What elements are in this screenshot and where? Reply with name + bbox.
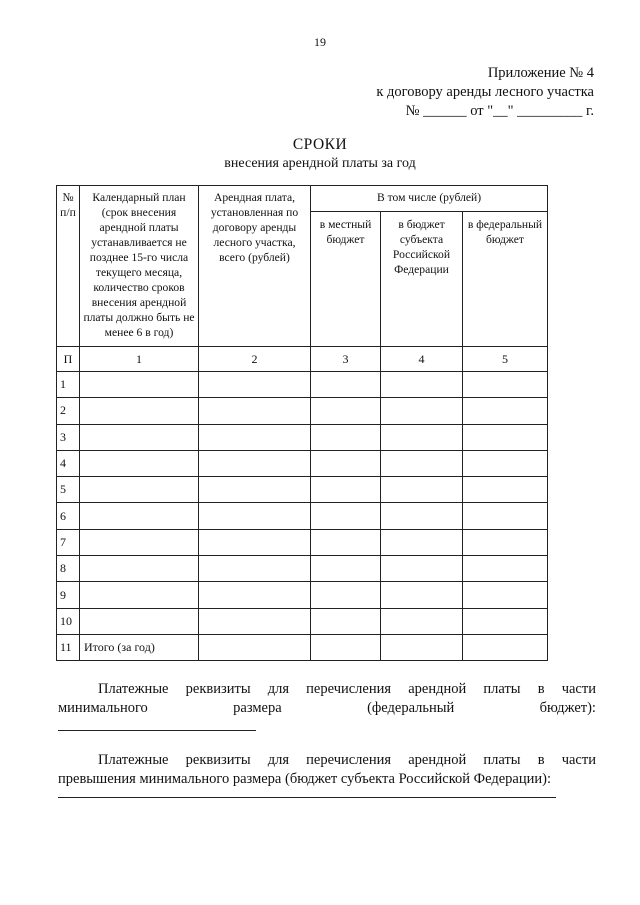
row-number: 7 [57,529,80,555]
para-word: платы [483,681,521,697]
appendix-block [376,64,594,121]
table-cell [199,424,311,450]
table-cell [199,582,311,608]
table-cell [311,372,381,398]
para-word: Платежные [98,681,169,697]
para-word: в [537,752,545,768]
table-cell [80,424,199,450]
payment-details-excess [58,751,596,789]
table-cell [311,477,381,503]
column-number: 5 [463,347,548,372]
para-word: платы [483,752,521,768]
para-word: для [267,752,290,768]
table-cell [80,503,199,529]
table-cell [311,608,381,634]
para-word: размера [233,700,282,716]
table-cell [199,450,311,476]
table-cell [199,634,311,660]
table-row [57,582,548,608]
table-cell [463,582,548,608]
payment-schedule-table [56,185,548,661]
para-line: превышения минимального размера (бюджет субъекта Российской Федерации): [58,771,551,787]
table-cell [199,372,311,398]
table-cell [311,582,381,608]
header-local-budget: в местный бюджет [311,212,381,347]
table-cell [199,608,311,634]
payment-details-minimum [58,680,596,718]
appendix-contract: к договору аренды лесного участка [376,84,594,100]
table-cell [381,634,463,660]
para-word: в [537,681,545,697]
table-cell [199,529,311,555]
para-word: реквизиты [185,681,251,697]
total-label: Итого (за год) [80,634,199,660]
page-number: 19 [314,35,326,49]
para-word: части [561,681,596,697]
table-cell [381,424,463,450]
para-word: части [561,752,596,768]
column-numbering-row [57,347,548,372]
table-cell [381,372,463,398]
header-number: № п/п [57,186,80,347]
table-cell [311,503,381,529]
column-number: 3 [311,347,381,372]
table-cell [381,556,463,582]
header-federal-budget: в федеральный бюджет [463,212,548,347]
para-word: перечисления [306,752,392,768]
table-cell [311,634,381,660]
row-number: 1 [57,372,80,398]
table-cell [311,556,381,582]
column-number: 4 [381,347,463,372]
header-subject-budget: в бюджет субъекта Российской Федерации [381,212,463,347]
table-cell [80,477,199,503]
row-number: 4 [57,450,80,476]
column-number: 2 [199,347,311,372]
table-cell [463,477,548,503]
document-title: СРОКИ [292,136,348,153]
requisites-blank-line-1 [58,730,256,731]
para-word: (федеральный [367,700,455,716]
para-word: для [267,681,290,697]
document-subtitle: внесения арендной платы за год [224,156,416,171]
table-row-total [57,634,548,660]
header-rent-total: Арендная плата, установленная по договору аренды лесного участка, всего (рублей) [199,186,311,347]
para-word: минимального [58,700,148,716]
table-row [57,424,548,450]
table-cell [80,582,199,608]
appendix-title: Приложение № 4 [487,65,594,81]
para-word: бюджет): [539,700,596,716]
table-cell [381,398,463,424]
para-word: перечисления [306,681,392,697]
table-cell [311,424,381,450]
para-word: Платежные [98,752,169,768]
table-cell [199,477,311,503]
table-cell [80,398,199,424]
row-number: 8 [57,556,80,582]
row-number: 11 [57,634,80,660]
table-cell [80,529,199,555]
table-cell [463,424,548,450]
row-number: 2 [57,398,80,424]
table-cell [463,556,548,582]
row-number: 3 [57,424,80,450]
table-cell [381,450,463,476]
table-cell [311,450,381,476]
table-row [57,556,548,582]
table-cell [80,450,199,476]
column-number: П [57,347,80,372]
para-word: арендной [408,752,467,768]
table-cell [463,398,548,424]
header-including: В том числе (рублей) [311,186,548,212]
table-cell [463,608,548,634]
table-cell [381,477,463,503]
column-number: 1 [80,347,199,372]
table-cell [381,529,463,555]
table-cell [381,582,463,608]
table-cell [199,556,311,582]
table-row [57,529,548,555]
table-cell [463,372,548,398]
table-cell [311,529,381,555]
table-cell [463,634,548,660]
table-cell [311,398,381,424]
row-number: 9 [57,582,80,608]
table-row [57,398,548,424]
table-cell [463,503,548,529]
table-cell [80,608,199,634]
table-cell [381,503,463,529]
para-word: реквизиты [185,752,251,768]
table-row [57,503,548,529]
table-cell [381,608,463,634]
table-cell [80,372,199,398]
appendix-number-date: № ______ от "__" _________ г. [405,103,594,119]
table-cell [463,529,548,555]
table-row [57,477,548,503]
row-number: 5 [57,477,80,503]
table-cell [80,556,199,582]
header-calendar-plan: Календарный план (срок внесения арендной платы устанавливается не позднее 15-го числа текущего месяца, количество сроков внесения арендной платы должно быть не менее 6 в год) [80,186,199,347]
table-cell [199,398,311,424]
row-number: 10 [57,608,80,634]
table-row [57,372,548,398]
table-row [57,450,548,476]
para-word: арендной [408,681,467,697]
table-row [57,608,548,634]
requisites-blank-line-2 [58,797,556,798]
table-cell [463,450,548,476]
row-number: 6 [57,503,80,529]
table-cell [199,503,311,529]
